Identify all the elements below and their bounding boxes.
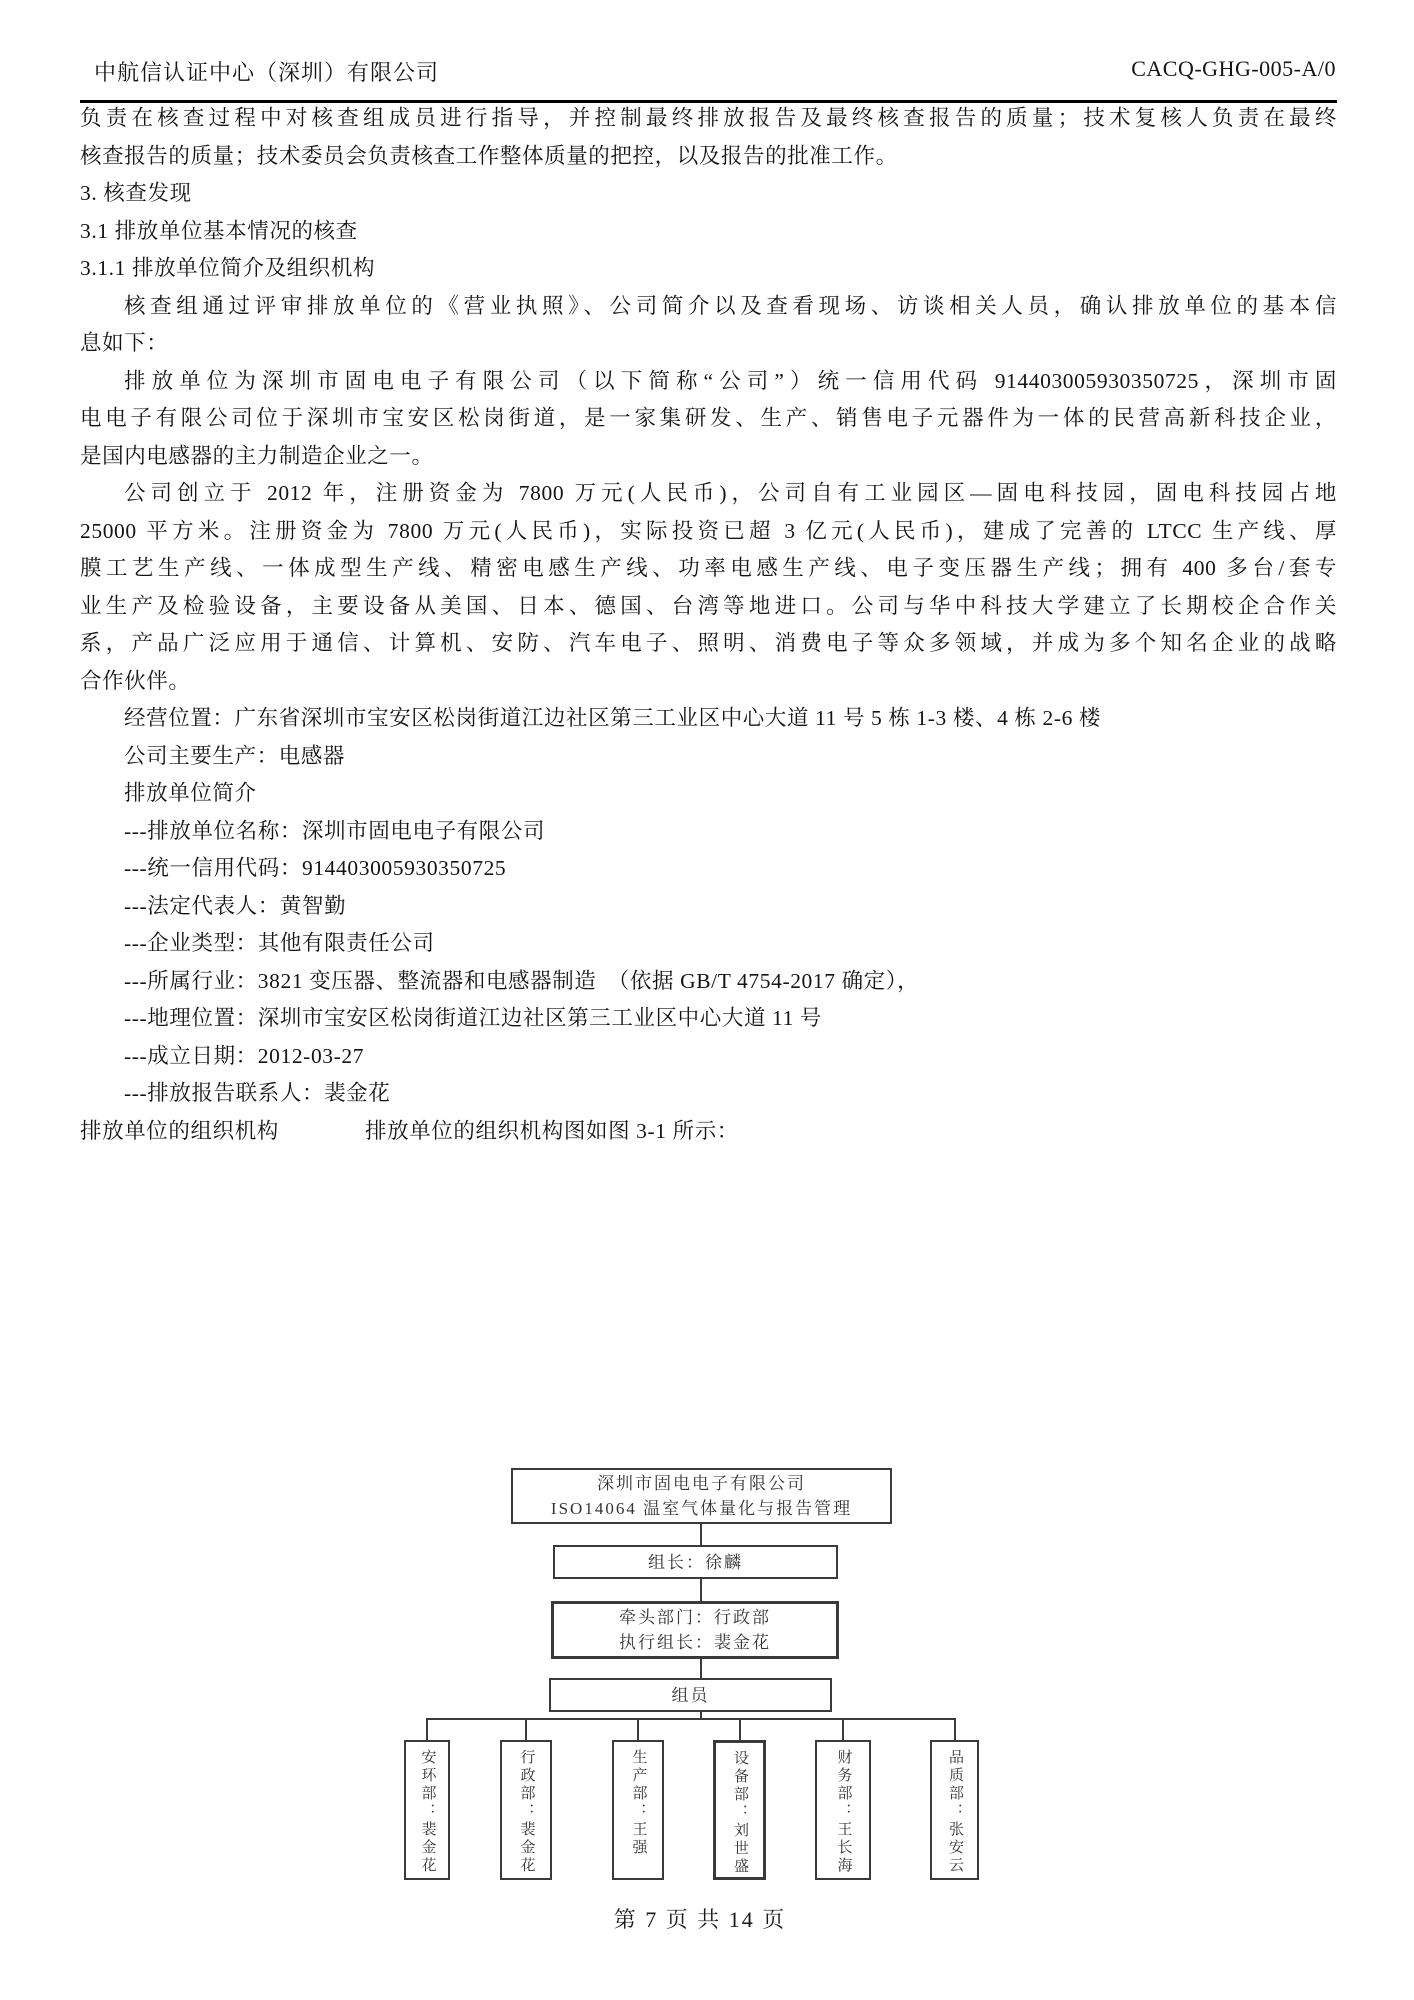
org-dept-box — [500, 1740, 552, 1880]
org-lead-dept-line1: 牵头部门：行政部 — [619, 1608, 771, 1627]
body-line: ---统一信用代码：914403005930350725 — [124, 856, 507, 880]
org-dept-label: 财务部：王长海 — [835, 1749, 852, 1875]
org-dept-box — [713, 1740, 766, 1880]
org-top-box-line1: 深圳市固电电子有限公司 — [597, 1474, 806, 1493]
body-line: 是国内电感器的主力制造企业之一。 — [80, 443, 434, 468]
body-line: ---成立日期：2012-03-27 — [124, 1043, 365, 1068]
org-dept-box — [612, 1740, 664, 1880]
body-line: 3.1 排放单位基本情况的核查 — [80, 218, 358, 243]
connector-line — [700, 1579, 702, 1601]
body-line: ---排放单位名称：深圳市固电电子有限公司 — [124, 818, 546, 843]
org-members-box — [549, 1678, 832, 1712]
body-line: 经营位置：广东省深圳市宝安区松岗街道江边社区第三工业区中心大道 11 号 5 栋 1-3 楼、4 栋 2-6 楼 — [124, 706, 1101, 730]
body-line: 排放单位简介 — [124, 781, 257, 805]
body-line: 膜工艺生产线、一体成型生产线、精密电感生产线、功率电感生产线、电子变压器生产线；拥有 400 多台/套专 — [80, 556, 1337, 580]
org-lead-dept-box — [551, 1601, 839, 1659]
org-top-box — [511, 1468, 892, 1524]
body-line: ---地理位置：深圳市宝安区松岗街道江边社区第三工业区中心大道 11 号 — [124, 1006, 823, 1030]
body-line: 排放单位为深圳市固电电子有限公司（以下简称“公司”）统一信用代码 914403005930350725，深圳市固 — [124, 368, 1337, 393]
org-members-label: 组员 — [671, 1685, 710, 1705]
body-line-seg: 排放单位的组织机构图如图 3-1 所示： — [365, 1118, 739, 1143]
body-line: 合作伙伴。 — [80, 668, 191, 693]
org-dept-box — [815, 1740, 871, 1880]
page-number: 第 7 页 共 14 页 — [613, 1907, 787, 1932]
body-line: ---法定代表人：黄智勤 — [124, 893, 347, 918]
body-line: 3. 核查发现 — [80, 181, 192, 205]
org-dept-label: 生产部：王强 — [630, 1749, 647, 1857]
body-line: 业生产及检验设备，主要设备从美国、日本、德国、台湾等地进口。公司与华中科技大学建立了长期校企合作关 — [80, 593, 1337, 618]
body-line: ---排放报告联系人：裴金花 — [124, 1081, 391, 1105]
body-line — [80, 1113, 1337, 1151]
org-lead-dept-line2: 执行组长：裴金花 — [619, 1633, 771, 1652]
connector-line — [739, 1718, 741, 1740]
header-company-name: 中航信认证中心（深圳）有限公司 — [94, 60, 440, 85]
body-line: 电电子有限公司位于深圳市宝安区松岗街道，是一家集研发、生产、销售电子元器件为一体的民营高新科技企业， — [80, 406, 1337, 430]
header-doc-code: CACQ-GHG-005-A/0 — [1131, 56, 1336, 81]
connector-line — [637, 1718, 639, 1740]
body-line: 3.1.1 排放单位简介及组织机构 — [80, 256, 376, 280]
body-line: ---所属行业：3821 变压器、整流器和电感器制造 （依据 GB/T 4754-2017 确定）， — [124, 968, 920, 993]
connector-line — [700, 1659, 702, 1678]
connector-line — [525, 1718, 527, 1740]
body-line: 核查报告的质量；技术委员会负责核查工作整体质量的把控，以及报告的批准工作。 — [80, 143, 898, 168]
connector-line — [954, 1718, 956, 1740]
body-lines — [80, 100, 1337, 1150]
org-dept-label: 安环部：裴金花 — [419, 1749, 436, 1875]
body-line: 25000 平方米。注册资金为 7800 万元(人民币)，实际投资已超 3 亿元(人民币)，建成了完善的 LTCC 生产线、厚 — [80, 518, 1337, 543]
org-dept-box — [404, 1740, 450, 1880]
connector-line — [427, 1718, 955, 1720]
org-dept-label: 品质部：张安云 — [947, 1749, 963, 1875]
body-line: 负责在核查过程中对核查组成员进行指导，并控制最终排放报告及最终核查报告的质量；技术复核人负责在最终 — [80, 106, 1337, 130]
org-leader-box — [553, 1545, 838, 1579]
connector-line — [842, 1718, 844, 1740]
org-dept-box — [930, 1740, 979, 1880]
body-line: ---企业类型：其他有限责任公司 — [124, 931, 435, 955]
org-dept-label: 行政部：裴金花 — [518, 1749, 535, 1875]
body-line-seg: 排放单位的组织机构 — [80, 1118, 279, 1143]
org-top-box-line2: ISO14064 温室气体量化与报告管理 — [550, 1499, 853, 1518]
body-line: 公司主要生产：电感器 — [124, 743, 346, 768]
body-line: 系，产品广泛应用于通信、计算机、安防、汽车电子、照明、消费电子等众多领域，并成为多个知名企业的战略 — [80, 631, 1337, 655]
org-dept-label: 设备部：刘世盛 — [732, 1750, 748, 1876]
connector-line — [700, 1524, 702, 1545]
body-line: 核查组通过评审排放单位的《营业执照》、公司简介以及查看现场、访谈相关人员，确认排放单位的基本信 — [124, 293, 1337, 318]
body-line: 公司创立于 2012 年，注册资金为 7800 万元(人民币)，公司自有工业园区—固电科技园，固电科技园占地 — [124, 481, 1337, 505]
connector-line — [426, 1718, 428, 1740]
body-line: 息如下： — [80, 331, 169, 355]
org-leader-label: 组长：徐麟 — [648, 1552, 743, 1572]
